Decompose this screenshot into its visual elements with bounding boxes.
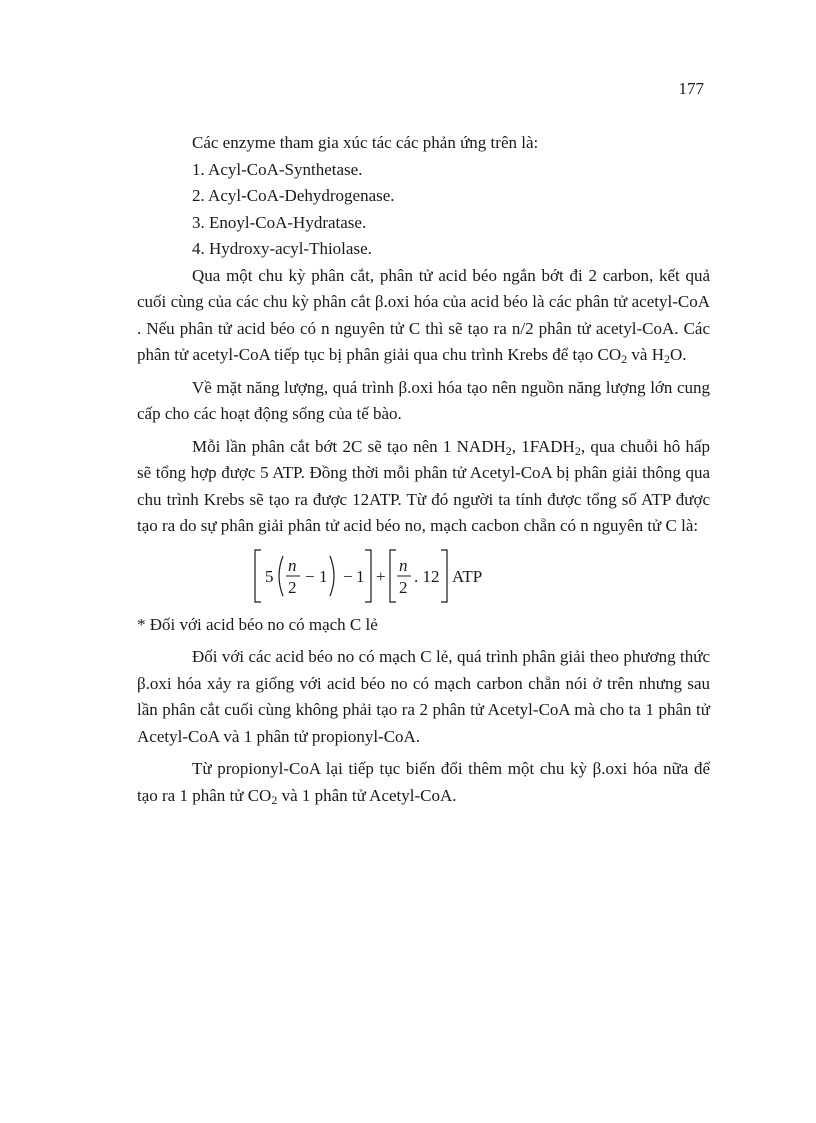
formula-two-2: 2 xyxy=(399,577,408,597)
atp-formula-svg xyxy=(253,546,513,608)
p4-text-c: , qua chuỗi hô hấp sẽ tổng hợp được 5 ATP. Đồng thời mỗi phân tử Acetyl-CoA bị phân giải thông qua chu trình Krebs sẽ tạo ra được 12ATP. Từ đó người ta tính được tổng số ATP được tạo ra do sự phân giải phân tử acid béo no, mạch cacbon chẵn có n nguyên tử C là: xyxy=(137,436,711,535)
formula-dot-12: . 12 xyxy=(414,566,440,586)
formula-one-2: 1 xyxy=(356,566,365,586)
page-body xyxy=(137,130,710,809)
paragraph-atp-count xyxy=(137,434,710,540)
p7-text-a: Từ propionyl-CoA lại tiếp tục biến đổi thêm một chu kỳ β.oxi hóa nữa để tạo ra 1 phân tử CO xyxy=(137,759,710,805)
right-paren xyxy=(330,556,334,596)
p7-text-b: và 1 phân tử Acetyl-CoA. xyxy=(277,785,457,805)
enzyme-intro: Các enzyme tham gia xúc tác các phản ứng trên là: xyxy=(192,133,539,152)
p2-sub-1: 2 xyxy=(621,352,628,366)
p4-text-b: , 1FADH xyxy=(511,436,575,456)
atp-formula xyxy=(137,546,710,608)
enzyme-list-item-4: 4. Hydroxy-acyl-Thiolase. xyxy=(192,239,372,258)
formula-n-1: n xyxy=(288,555,297,575)
enzyme-list-item-2: 2. Acyl-CoA-Dehydrogenase. xyxy=(192,186,395,205)
formula-minus-2: − xyxy=(343,566,353,586)
p2-text-b: và H xyxy=(627,345,664,364)
formula-unit: ATP xyxy=(452,566,483,586)
left-paren xyxy=(279,556,283,596)
p4-sub-1: 2 xyxy=(505,443,512,458)
enzyme-list-item-1: 1. Acyl-CoA-Synthetase. xyxy=(192,159,363,179)
formula-one-1: 1 xyxy=(319,566,328,586)
p7-sub: 2 xyxy=(271,792,278,807)
paragraph-beta-oxidation-cycle xyxy=(137,263,710,369)
p4-text-a: Mỗi lần phân cắt bớt 2C sẽ tạo nên 1 NADH xyxy=(192,436,506,456)
enzyme-list-item-3: 3. Enoyl-CoA-Hydratase. xyxy=(192,212,367,232)
subheading-odd-chain: * Đối với acid béo no có mạch C lẻ xyxy=(137,614,378,634)
paragraph-energy: Về mặt năng lượng, quá trình β.oxi hóa tạo nên nguồn năng lượng lớn cung cấp cho các hoạt động sống của tế bào. xyxy=(137,377,710,423)
right-bracket-1 xyxy=(365,550,371,602)
p2-text-a: Qua một chu kỳ phân cắt, phân tử acid béo ngắn bớt đi 2 carbon, kết quả cuối cùng của các chu kỳ phân cắt β.oxi hóa của acid béo là các phân tử acetyl-CoA . Nếu phân tử acid béo có n nguyên tử C thì sẽ tạo ra n/2 phân tử acetyl-CoA. Các phân tử acetyl-CoA tiếp tục bị phân giải qua chu trình Krebs để tạo CO xyxy=(137,265,710,364)
formula-n-2: n xyxy=(399,555,408,575)
left-bracket-1 xyxy=(255,550,261,602)
formula-minus-1: − xyxy=(305,566,315,586)
formula-plus: + xyxy=(376,566,386,586)
p2-text-c: O. xyxy=(669,345,687,364)
page-number: 177 xyxy=(678,79,704,98)
p2-sub-2: 2 xyxy=(663,352,670,366)
paragraph-propionyl xyxy=(137,756,710,809)
paragraph-odd-chain: Đối với các acid béo no có mạch C lẻ, quá trình phân giải theo phương thức β.oxi hóa xảy ra giống với acid béo no có mạch carbon chẵn nói ở trên nhưng sau lần phân cắt cuối cùng không phải tạo ra 2 phân tử Acetyl-CoA mà cho ta 1 phân tử Acetyl-CoA và 1 phân tử propionyl-CoA. xyxy=(137,647,710,746)
right-bracket-2 xyxy=(441,550,447,602)
formula-two-1: 2 xyxy=(288,577,297,597)
left-bracket-2 xyxy=(390,550,396,602)
p4-sub-2: 2 xyxy=(574,443,581,458)
formula-five: 5 xyxy=(265,566,274,586)
